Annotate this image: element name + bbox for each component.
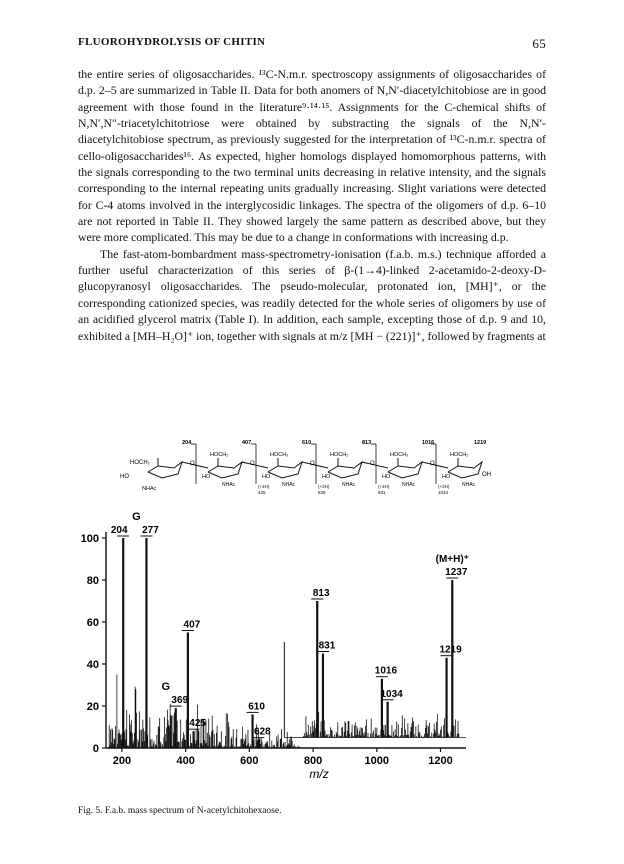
fragment-label: 425 — [258, 490, 266, 495]
peak-label: 1034 — [380, 688, 403, 700]
x-axis-label: m/z — [309, 767, 329, 780]
y-tick-label: 0 — [92, 743, 99, 755]
body-text — [78, 66, 546, 344]
ho-label: HO — [120, 474, 129, 480]
glycosidic-bond — [302, 462, 328, 468]
fragment-label: (+2H) — [318, 484, 330, 489]
peak-label: 1219 — [439, 644, 462, 656]
peak-label: 831 — [318, 640, 336, 652]
hoch2-ring-label: HOCH₂ — [270, 452, 289, 458]
glycosidic-bond — [182, 462, 208, 468]
ho-ring-label: HO — [262, 474, 271, 480]
nhac-ring-label: NHAc — [402, 482, 416, 488]
glucosamine-ring — [208, 462, 242, 478]
fragment-label: 1034 — [438, 490, 449, 495]
y-tick-label: 80 — [86, 575, 99, 587]
glycosidic-o: O — [370, 461, 375, 467]
fragment-label: 831 — [378, 490, 386, 495]
y-tick-label: 40 — [86, 659, 99, 671]
structure-diagram — [120, 438, 500, 496]
glycerol-mark: G — [132, 511, 141, 523]
mass-spectrum-svg — [62, 492, 482, 780]
x-tick-label: 400 — [176, 755, 195, 767]
oh-label: OH — [482, 472, 491, 478]
figure-caption: Fig. 5. F.a.b. mass spectrum of N-acetylchitohexaose. — [78, 806, 282, 816]
hoch2-ring-label: HOCH₂ — [330, 452, 349, 458]
glycosidic-bond — [362, 462, 388, 468]
glucosamine-ring — [388, 462, 422, 478]
fragment-label: 813 — [362, 440, 372, 446]
glycosidic-o: O — [250, 461, 255, 467]
peak-label: 1016 — [374, 665, 398, 677]
glycosidic-o: O — [310, 461, 315, 467]
peak-label: 425 — [189, 718, 206, 730]
hexasaccharide-structure — [120, 438, 500, 496]
fragment-label: 204 — [182, 440, 192, 446]
peak-label: 407 — [183, 619, 201, 631]
glucosamine-ring — [268, 462, 302, 478]
fragment-label: (+2H) — [258, 484, 270, 489]
peak-label: 610 — [248, 701, 265, 713]
running-header — [78, 36, 546, 52]
page-number: 65 — [532, 36, 546, 51]
paragraph: The fast-atom-bombardment mass-spectrometry-ionisation (f.a.b. m.s.) technique afforded a further useful characterization of this series of β-(1→4)-linked 2-acetamido-2-deoxy-D-glucopyranosyl oligosaccharides. The pseudo-molecular, protonated ion, [MH]⁺, or the corresponding cationized species, was readily detected for the whole series of oligomers by use of an acidified glycerol matrix (Table I). In addition, each sample, excepting those of d.p. 9 and 10, exhibited a [MH–H₂O]⁺ ion, together with signals at m/z [MH − (221)]⁺, followed by fragments at — [78, 246, 546, 343]
glycosidic-o: O — [190, 461, 195, 467]
glycosidic-bond — [422, 462, 448, 468]
ho-ring-label: HO — [202, 474, 211, 480]
y-tick-label: 100 — [80, 533, 99, 545]
hoch2-ring-label: HOCH₂ — [210, 452, 229, 458]
fragment-label: 610 — [302, 440, 312, 446]
y-tick-label: 60 — [86, 617, 99, 629]
fragment-label: 628 — [318, 490, 326, 495]
glycosidic-bond — [242, 462, 268, 468]
peak-label: 1237 — [445, 567, 468, 578]
nhac-label: NHAc — [142, 486, 157, 492]
peak-label: 369 — [171, 695, 189, 707]
fragment-label: 1219 — [474, 440, 487, 446]
nhac-ring-label: NHAc — [342, 482, 356, 488]
fragment-label: (+2H) — [438, 484, 450, 489]
x-tick-label: 1200 — [428, 755, 453, 767]
peak-label: 813 — [312, 588, 330, 599]
fragment-label: 1016 — [422, 440, 435, 446]
ho-ring-label: HO — [322, 474, 331, 480]
peak-label: 277 — [142, 525, 159, 536]
nhac-ring-label: NHAc — [282, 482, 296, 488]
paragraph: the entire series of oligosaccharides. ¹³C-N.m.r. spectroscopy assignments of oligosaccharides of d.p. 2–5 are summarized in Table II. Data for both anomers of N,N′-diacetylchitobiose are in good agreement with those found in the literature⁹·¹⁴·¹⁵. Assignments for the C-chemical shifts of N,N′,N″-triacetylchitotriose were obtained by substracting the signals of the N,N′-diacetylchitobiose spectrum, as previously suggested for the interpretation of ¹³C-n.m.r. spectra of cello-oligosaccharides¹⁶. As expected, higher homologs displayed homomorphous patterns, with the signals corresponding to the two terminal units decreasing in relative intensity, and the signals corresponding to the internal repeating units gradually increasing. Slight variations were detected for C-4 atoms involved in the interglycosidic linkages. The spectra of the oligomers of d.p. 6–10 are not reported in Table II. They showed largely the same pattern as described above, but they were more complicated. This may be due to a change in conformations with increasing d.p. — [78, 67, 546, 245]
running-title: FLUOROHYDROLYSIS OF CHITIN — [78, 36, 266, 48]
x-tick-label: 800 — [303, 755, 323, 767]
x-tick-label: 600 — [240, 755, 259, 767]
y-tick-label: 20 — [86, 701, 99, 713]
x-tick-label: 1000 — [364, 755, 390, 767]
mass-spectrum-chart — [62, 492, 482, 780]
nhac-ring-label: NHAc — [222, 482, 236, 488]
nhac-ring-label: NHAc — [462, 482, 476, 488]
fragment-label: 407 — [242, 440, 252, 446]
glycerol-mark: G — [161, 681, 171, 694]
fragment-label: (+2H) — [378, 484, 390, 489]
hoch2-ring-label: HOCH₂ — [390, 452, 409, 458]
peak-label: 204 — [110, 525, 128, 536]
glucosamine-ring — [148, 462, 182, 478]
glucosamine-ring — [328, 462, 362, 478]
glycosidic-o: O — [430, 461, 435, 467]
hoch2-label: HOCH₂ — [130, 460, 150, 466]
x-tick-label: 200 — [112, 755, 132, 767]
hoch2-ring-label: HOCH₂ — [450, 452, 469, 458]
ho-ring-label: HO — [382, 474, 391, 480]
molecular-ion-label: (M+H)⁺ — [435, 554, 469, 565]
glucosamine-ring — [448, 462, 482, 478]
peak-label: 628 — [253, 726, 271, 738]
ho-ring-label: HO — [442, 474, 451, 480]
